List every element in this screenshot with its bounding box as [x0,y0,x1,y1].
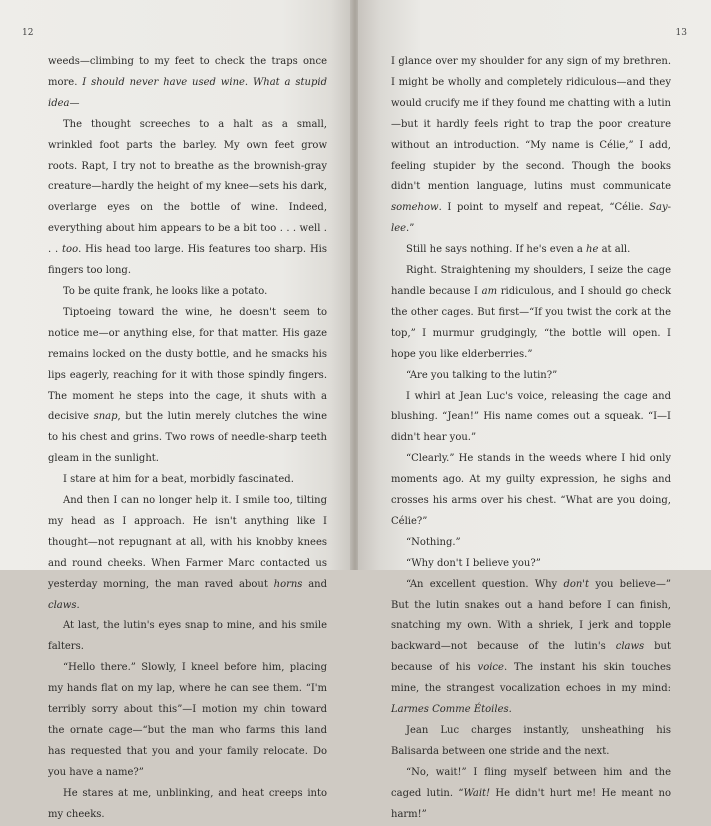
left-page [0,0,352,820]
page-number-left: 12 [22,28,34,38]
paragraph: “Clearly.” He stands in the weeds where I hid only moments ago. At my guilty expression, he sighs and crosses his arms over his chest. “What are you doing, Célie?” [391,453,671,527]
page-number-right: 13 [675,28,687,38]
paragraph: “An excellent question. Why don't you believe—” But the lutin snakes out a hand before I can finish, snatching my own. With a shriek, I jerk and topple backward—not because of the lutin's claws but because of his voice. The instant his skin touches mine, the strangest vocalization echoes in my mind: Larmes Comme Étoiles. [391,578,672,716]
paragraph: “No, wait!” I fling myself between him and the caged lutin. “Wait! He didn't hurt me! He meant no harm!” [391,766,671,820]
paragraph: “Nothing.” [406,536,461,548]
paragraph: To be quite frank, he looks like a potato. [63,285,268,297]
paragraph: “Are you talking to the lutin?” [406,369,558,381]
left-page-text [48,52,327,826]
right-page [358,0,711,820]
paragraph: At last, the lutin's eyes snap to mine, and his smile falters. [48,620,327,653]
paragraph: Still he says nothing. If he's even a he at all. [406,244,631,256]
paragraph: Tiptoeing toward the wine, he doesn't seem to notice me—or anything else, for that matter. His gaze remains locked on the dusty bottle, and he smacks his lips eagerly, reaching for it with those spindly fingers. The moment he steps into the cage, it shuts with a decisive snap, but the lutin merely clutches the wine to his chest and grins. Two rows of needle-sharp teeth gleam in the sunlight. [48,306,327,465]
paragraph: Jean Luc charges instantly, unsheathing his Balisarda between one stride and the next. [391,725,671,757]
paragraph: “Why don't I believe you?” [406,557,541,569]
paragraph: And then I can no longer help it. I smile too, tilting my head as I approach. He isn't anything like I thought—not repugnant at all, with his knobby knees and round cheeks. When Farmer Marc contacted us yesterday morning, the man raved about horns and claws. [48,495,327,611]
paragraph: “Hello there.” Slowly, I kneel before him, placing my hands flat on my lap, where he can see them. “I'm terribly sorry about this”—I motion my chin toward the ornate cage—“but the man who farms this land has requested that you and your family relocate. Do you have a name?” [48,662,327,778]
paragraph: The thought screeches to a halt as a small, wrinkled foot parts the barley. My own feet grow roots. Rapt, I try not to breathe as the brownish-gray creature—hardly the height of my knee—sets his dark, overlarge eyes on the bottle of wine. Indeed, everything about him appears to be a bit too . . . well . . . too. His head too large. His features too sharp. His fingers too long. [48,118,327,277]
paragraph: He stares at me, unblinking, and heat creeps into my cheeks. [48,787,327,820]
paragraph: I glance over my shoulder for any sign of my brethren. I might be wholly and completely ridiculous—and they would crucify me if they found me chatting with a lutin—but it hardly feels right to trap the poor creature without an introduction. “My name is Célie,” I add, feeling stupider by the second. Though the books didn't mention language, lutins must communicate somehow. I point to myself and repeat, “Célie. Say-lee.” [391,56,671,235]
paragraph: Right. Straightening my shoulders, I seize the cage handle because I am ridiculous, and I should go check the other cages. But first—“If you twist the cork at the top,” I murmur grudgingly, “the bottle will open. I hope you like elderberries.” [391,265,672,360]
paragraph: weeds—climbing to my feet to check the traps once more. I should never have used wine. What a stupid idea— [48,56,327,109]
right-page-text [391,52,671,826]
paragraph: I whirl at Jean Luc's voice, releasing the cage and blushing. “Jean!” His name comes out a squeak. “I—I didn't hear you.” [391,390,671,444]
paragraph: I stare at him for a beat, morbidly fascinated. [63,474,294,486]
